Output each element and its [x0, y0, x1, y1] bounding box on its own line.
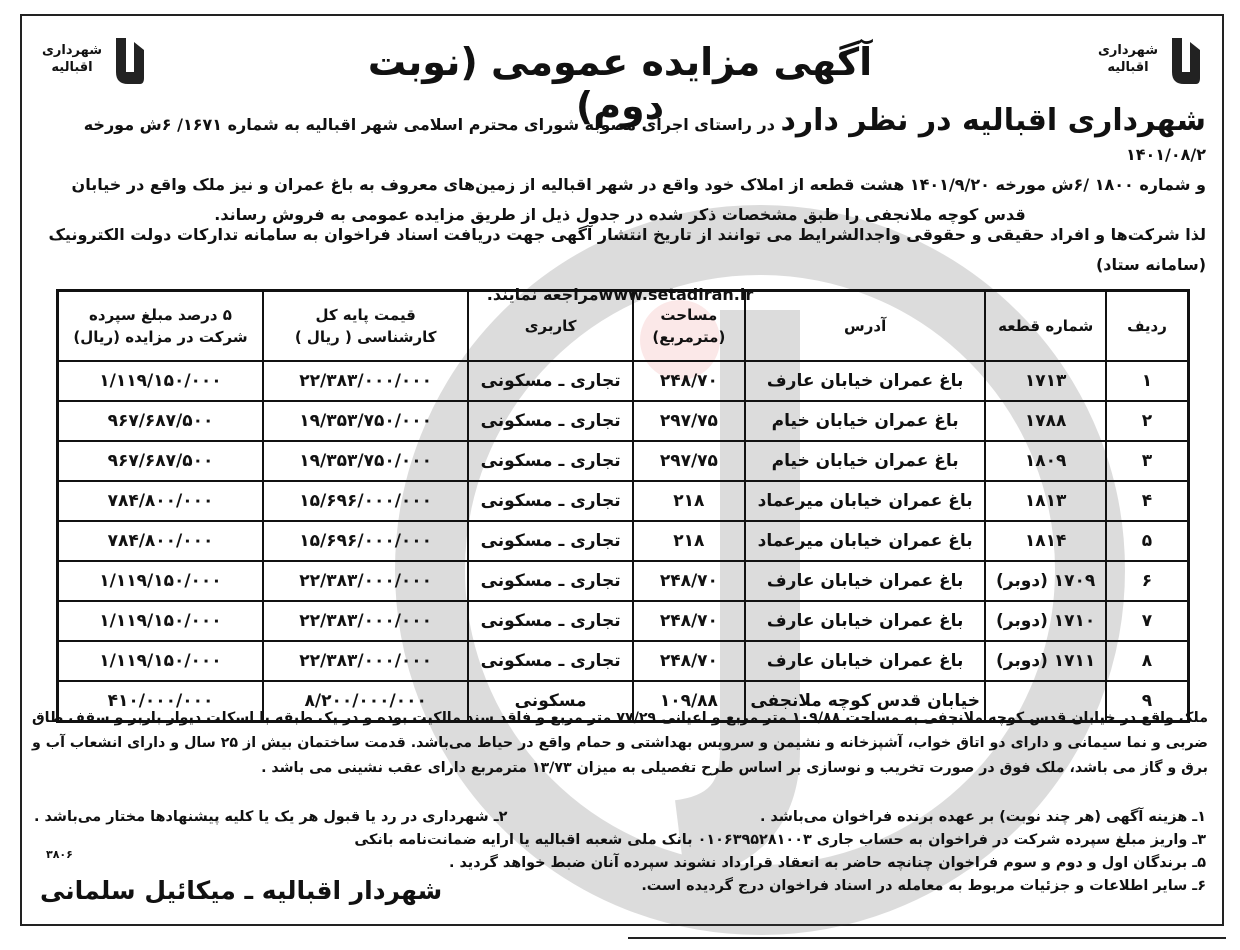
cell-usage: تجاری ـ مسکونی [468, 561, 632, 601]
cell-price: ۸/۲۰۰/۰۰۰/۰۰۰ [263, 681, 468, 722]
table-row [58, 441, 1189, 481]
cell-parcel: ۱۸۱۳ [985, 481, 1106, 521]
header-row-number: ردیف [1106, 291, 1189, 362]
cell-address: باغ عمران خیابان عارف [745, 601, 985, 641]
table-row [58, 561, 1189, 601]
cell-price: ۱۹/۳۵۳/۷۵۰/۰۰۰ [263, 441, 468, 481]
header-area: مساحت (مترمربع) [633, 291, 745, 362]
cell-usage: تجاری ـ مسکونی [468, 641, 632, 681]
table-row [58, 601, 1189, 641]
cell-row: ۴ [1106, 481, 1189, 521]
cell-address: باغ عمران خیابان میرعماد [745, 481, 985, 521]
cell-usage: تجاری ـ مسکونی [468, 401, 632, 441]
intro-paragraph [34, 103, 1206, 230]
cell-row: ۲ [1106, 401, 1189, 441]
table-row [58, 481, 1189, 521]
municipality-logo-right [1092, 28, 1202, 92]
cell-deposit: ۹۶۷/۶۸۷/۵۰۰ [58, 441, 263, 481]
intro-line-3: قدس کوچه ملانجفی را طبق مشخصات ذکر شده در جدول ذیل از طریق مزایده عمومی به فروش رساند. [214, 205, 1026, 224]
cell-area: ۱۰۹/۸۸ [633, 681, 745, 722]
table-row [58, 401, 1189, 441]
cell-address: باغ عمران خیابان خیام [745, 441, 985, 481]
header-deposit: ۵ درصد مبلغ سپرده شرکت در مزایده (ریال) [58, 291, 263, 362]
cell-deposit: ۴۱۰/۰۰۰/۰۰۰ [58, 681, 263, 722]
cell-usage: تجاری ـ مسکونی [468, 601, 632, 641]
cell-parcel: ۱۷۸۸ [985, 401, 1106, 441]
cell-deposit: ۹۶۷/۶۸۷/۵۰۰ [58, 401, 263, 441]
cell-area: ۲۹۷/۷۵ [633, 441, 745, 481]
cell-area: ۲۴۸/۷۰ [633, 641, 745, 681]
cell-usage: مسکونی [468, 681, 632, 722]
cell-usage: تجاری ـ مسکونی [468, 441, 632, 481]
cell-price: ۱۹/۳۵۳/۷۵۰/۰۰۰ [263, 401, 468, 441]
logo-text: شهرداری اقبالیه [1098, 43, 1158, 75]
cell-area: ۲۹۷/۷۵ [633, 401, 745, 441]
cell-deposit: ۷۸۴/۸۰۰/۰۰۰ [58, 481, 263, 521]
term-2: ۲ـ شهرداری در رد یا قبول هر یک یا کلیه پیشنهادها مختار می‌باشد . [34, 809, 508, 825]
cell-deposit: ۱/۱۱۹/۱۵۰/۰۰۰ [58, 561, 263, 601]
property-description: ملک واقع در خیابان قدس کوچه ملانجفی به مساحت ۱۰۹/۸۸ متر مربع و اعیانی ۷۷/۲۹ متر مربع و فاقد سند مالکیت بوده و در یک طبقه با اسکلت دیوار باربر و سقف طاق ضربی و نما سیمانی و دارای دو اتاق خواب، آشپزخانه و نشیمن و سرویس بهداشتی و حمام واقع در حیاط می‌باشد. قدمت ساختمان بیش از ۲۵ سال و دارای انشعاب آب و برق و گاز می باشد، ملک فوق در صورت تخریب و نوسازی بر اساس طرح تفصیلی به میزان ۱۳/۷۳ مترمربع دارای عقب نشینی می باشد . [32, 710, 1208, 776]
cell-price: ۲۲/۳۸۳/۰۰۰/۰۰۰ [263, 601, 468, 641]
cell-area: ۲۱۸ [633, 481, 745, 521]
cell-parcel: ۱۸۱۴ [985, 521, 1106, 561]
cell-usage: تجاری ـ مسکونی [468, 481, 632, 521]
cell-area: ۲۴۸/۷۰ [633, 361, 745, 401]
term-6: ۶ـ سایر اطلاعات و جزئیات مربوط به معامله در اسناد فراخوان درج گردیده است. [641, 878, 1206, 894]
cell-area: ۲۴۸/۷۰ [633, 561, 745, 601]
intro-line-5: www.setadiran.irمراجعه نمایند. [486, 285, 754, 304]
table-row [58, 361, 1189, 401]
cell-price: ۱۵/۶۹۶/۰۰۰/۰۰۰ [263, 481, 468, 521]
intro-line-1: در راستای اجرای مصوبه شورای محترم اسلامی شهر اقبالیه به شماره ۱۶۷۱/ ۶ش مورخه ۱۴۰۱/۰۸/۲ [83, 115, 1206, 164]
cell-price: ۲۲/۳۸۳/۰۰۰/۰۰۰ [263, 361, 468, 401]
term-3: ۳ـ واریز مبلغ سپرده شرکت در فراخوان به حساب جاری ۰۱۰۶۳۹۵۲۸۱۰۰۳ بانک ملی شعبه اقبالیه یا ارایه ضمانت‌نامه بانکی [354, 832, 1206, 848]
municipality-emblem-icon [1166, 32, 1202, 88]
municipality-logo-left [36, 28, 146, 92]
cell-price: ۲۲/۳۸۳/۰۰۰/۰۰۰ [263, 561, 468, 601]
cell-deposit: ۷۸۴/۸۰۰/۰۰۰ [58, 521, 263, 561]
term-1: ۱ـ هزینه آگهی (هر چند نوبت) بر عهده برنده فراخوان می‌باشد . [759, 809, 1206, 825]
auction-table [56, 289, 1190, 723]
table-row [58, 641, 1189, 681]
cell-row: ۸ [1106, 641, 1189, 681]
cell-row: ۵ [1106, 521, 1189, 561]
serial-number: ۳۸۰۶ [46, 848, 73, 861]
table-header-row [58, 291, 1189, 362]
header-usage: کاربری [468, 291, 632, 362]
cell-row: ۷ [1106, 601, 1189, 641]
cell-address: باغ عمران خیابان عارف [745, 561, 985, 601]
intro-line-2: و شماره ۱۸۰۰ /۶ش مورخه ۱۴۰۱/۹/۲۰ هشت قطعه از املاک خود واقع در شهر اقبالیه از زمین‌های معروف به باغ عمران و نیز ملک واقع در خیابان [71, 175, 1206, 194]
cell-parcel: ۱۷۰۹ (دوبر) [985, 561, 1106, 601]
table-row [58, 521, 1189, 561]
cell-area: ۲۱۸ [633, 521, 745, 561]
cell-address: باغ عمران خیابان عارف [745, 641, 985, 681]
cell-parcel: ۱۸۰۹ [985, 441, 1106, 481]
cell-deposit: ۱/۱۱۹/۱۵۰/۰۰۰ [58, 361, 263, 401]
cell-parcel: ۱۷۱۰ (دوبر) [985, 601, 1106, 641]
cell-usage: تجاری ـ مسکونی [468, 361, 632, 401]
cell-row: ۶ [1106, 561, 1189, 601]
cell-deposit: ۱/۱۱۹/۱۵۰/۰۰۰ [58, 641, 263, 681]
intro-line-4: لذا شرکت‌ها و افراد حقیقی و حقوقی واجدالشرایط می توانند از تاریخ انتشار آگهی جهت دریافت اسناد فراخوان به سامانه تدارکات دولت الکترونیک (سامانه ستاد) [48, 225, 1206, 274]
cell-deposit: ۱/۱۱۹/۱۵۰/۰۰۰ [58, 601, 263, 641]
cell-area: ۲۴۸/۷۰ [633, 601, 745, 641]
cell-price: ۲۲/۳۸۳/۰۰۰/۰۰۰ [263, 641, 468, 681]
cell-row: ۱ [1106, 361, 1189, 401]
header-base-price: قیمت پایه کل کارشناسی ( ریال ) [263, 291, 468, 362]
cell-usage: تجاری ـ مسکونی [468, 521, 632, 561]
header-parcel-number: شماره قطعه [985, 291, 1106, 362]
cell-price: ۱۵/۶۹۶/۰۰۰/۰۰۰ [263, 521, 468, 561]
cell-address: خیابان قدس کوچه ملانجفی [745, 681, 985, 722]
municipality-emblem-icon [110, 32, 146, 88]
mayor-signature: شهردار اقبالیه ـ میکائیل سلمانی [40, 876, 443, 905]
logo-text: شهرداری اقبالیه [42, 43, 102, 75]
bottom-divider [628, 937, 1226, 939]
cell-address: باغ عمران خیابان عارف [745, 361, 985, 401]
cell-parcel: ۱۷۱۳ [985, 361, 1106, 401]
intro-lead: شهرداری اقبالیه در نظر دارد [780, 103, 1206, 138]
page-title: آگهی مزایده عمومی (نوبت دوم) [367, 40, 873, 128]
header-address: آدرس [745, 291, 985, 362]
cell-parcel: ۱۷۱۱ (دوبر) [985, 641, 1106, 681]
term-5: ۵ـ برندگان اول و دوم و سوم فراخوان چنانچه حاضر به انعقاد قرارداد نشوند سپرده آنان ضبط خواهد گردید . [449, 855, 1206, 871]
cell-row: ۳ [1106, 441, 1189, 481]
cell-row: ۹ [1106, 681, 1189, 722]
cell-address: باغ عمران خیابان خیام [745, 401, 985, 441]
cell-address: باغ عمران خیابان میرعماد [745, 521, 985, 561]
